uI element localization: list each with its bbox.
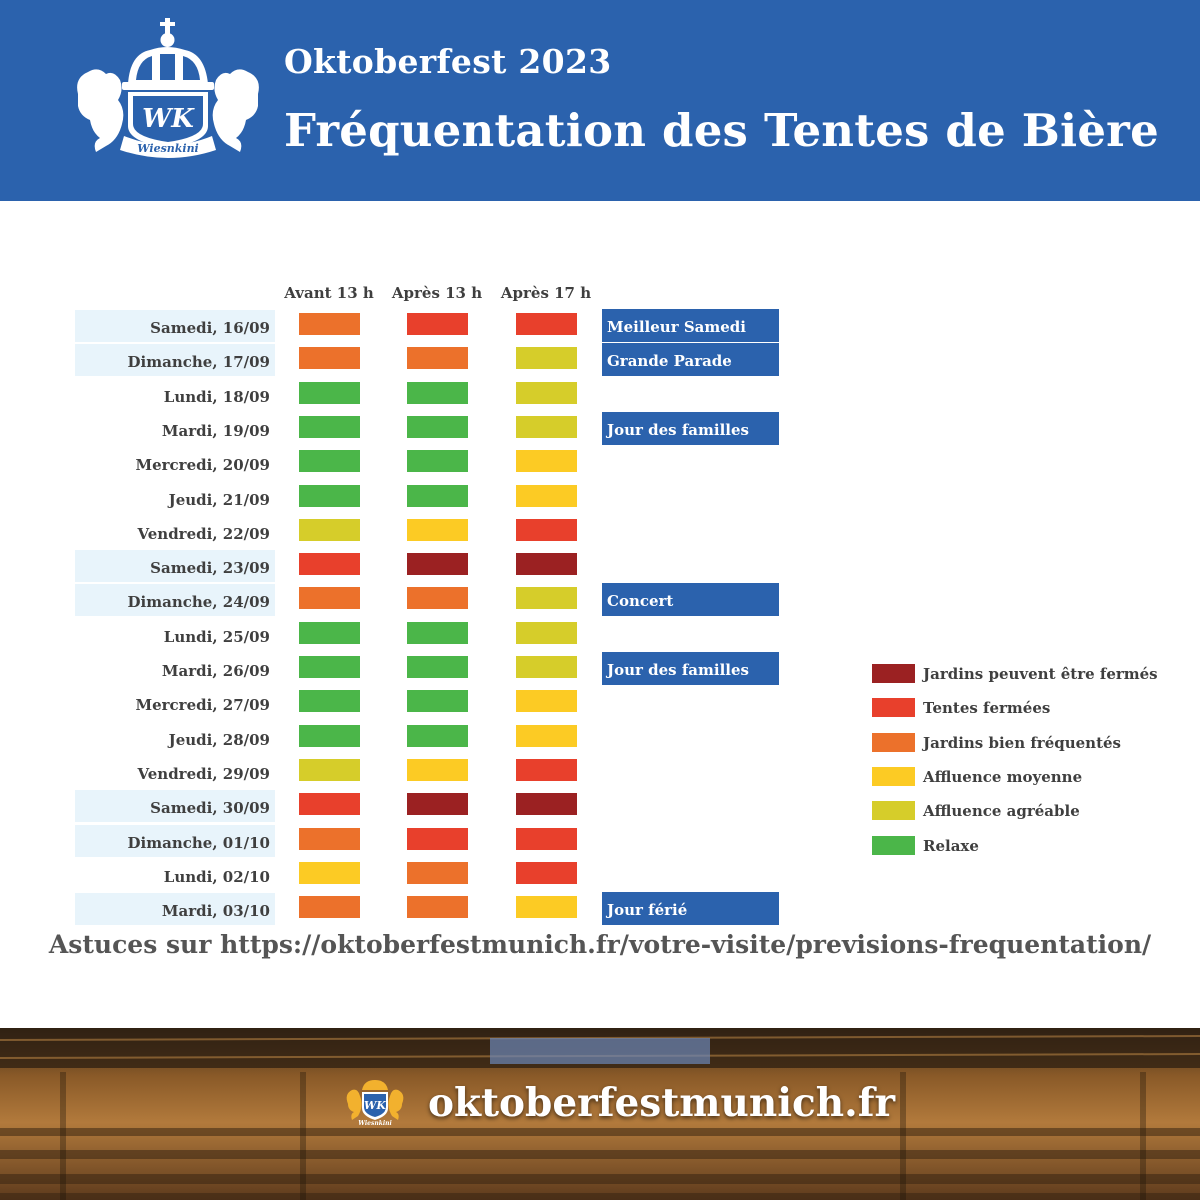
attendance-swatch-yellow xyxy=(299,862,360,884)
table-row xyxy=(0,755,800,789)
date-label: Dimanche, 01/10 xyxy=(75,825,275,857)
attendance-swatch-green xyxy=(299,485,360,507)
attendance-swatch-orange xyxy=(407,587,468,609)
attendance-swatch-red xyxy=(299,793,360,815)
attendance-swatch-green xyxy=(299,622,360,644)
attendance-swatch-olive xyxy=(299,759,360,781)
footer-logo-wordmark: Wiesnkini xyxy=(358,1120,392,1126)
attendance-swatch-green xyxy=(299,690,360,712)
date-label: Jeudi, 21/09 xyxy=(168,490,270,509)
legend-label: Jardins peuvent être fermés xyxy=(923,665,1158,683)
date-label: Dimanche, 24/09 xyxy=(75,584,275,616)
column-header-before-13h: Avant 13 h xyxy=(284,284,374,302)
attendance-swatch-green xyxy=(407,416,468,438)
attendance-swatch-red xyxy=(516,759,577,781)
table-row xyxy=(0,686,800,720)
attendance-swatch-green xyxy=(299,656,360,678)
table-row xyxy=(0,446,800,480)
attendance-swatch-green xyxy=(407,485,468,507)
table-row xyxy=(0,824,800,858)
attendance-swatch-green xyxy=(407,656,468,678)
table-row xyxy=(0,789,800,823)
attendance-swatch-green xyxy=(299,450,360,472)
attendance-swatch-olive xyxy=(516,382,577,404)
table-row xyxy=(0,378,800,412)
event-tag: Concert xyxy=(602,583,779,616)
attendance-swatch-red xyxy=(516,862,577,884)
date-label: Lundi, 25/09 xyxy=(163,627,270,646)
legend-swatch xyxy=(872,664,915,683)
attendance-swatch-orange xyxy=(299,313,360,335)
attendance-swatch-red xyxy=(299,553,360,575)
attendance-swatch-green xyxy=(407,622,468,644)
attendance-swatch-orange xyxy=(407,862,468,884)
legend-swatch xyxy=(872,698,915,717)
date-label: Jeudi, 28/09 xyxy=(168,730,270,749)
table-row xyxy=(0,343,800,377)
attendance-swatch-green xyxy=(299,416,360,438)
attendance-swatch-orange xyxy=(299,587,360,609)
attendance-swatch-olive xyxy=(516,587,577,609)
attendance-swatch-yellow xyxy=(516,896,577,918)
attendance-swatch-orange xyxy=(299,347,360,369)
table-row xyxy=(0,892,800,926)
footer-banner xyxy=(0,1028,1200,1200)
attendance-swatch-olive xyxy=(516,416,577,438)
date-label: Mardi, 26/09 xyxy=(161,662,270,680)
attendance-swatch-green xyxy=(407,450,468,472)
attendance-swatch-yellow xyxy=(407,519,468,541)
attendance-swatch-green xyxy=(299,725,360,747)
legend-swatch xyxy=(872,836,915,855)
event-tag: Jour des familles xyxy=(602,652,779,685)
header-subtitle: Oktoberfest 2023 xyxy=(284,42,612,81)
attendance-swatch-yellow xyxy=(516,485,577,507)
table-row xyxy=(0,309,800,343)
attendance-swatch-red xyxy=(516,313,577,335)
date-label: Vendredi, 29/09 xyxy=(137,764,270,783)
table-row xyxy=(0,652,800,686)
attendance-swatch-red xyxy=(516,519,577,541)
date-label: Mardi, 19/09 xyxy=(161,421,270,440)
logo-wordmark: Wiesnkini xyxy=(137,142,199,155)
attendance-swatch-green xyxy=(299,382,360,404)
date-label: Samedi, 16/09 xyxy=(75,310,275,342)
table-row xyxy=(0,481,800,515)
attendance-swatch-yellow xyxy=(407,759,468,781)
attendance-swatch-yellow xyxy=(516,690,577,712)
attendance-swatch-yellow xyxy=(516,725,577,747)
date-label: Mercredi, 27/09 xyxy=(135,696,270,715)
event-tag: Jour des familles xyxy=(602,412,779,445)
footer-site-link[interactable]: oktoberfestmunich.fr xyxy=(428,1080,896,1126)
date-label: Mercredi, 20/09 xyxy=(135,456,270,475)
date-label: Dimanche, 17/09 xyxy=(75,344,275,376)
date-label: Samedi, 30/09 xyxy=(75,790,275,822)
table-row xyxy=(0,618,800,652)
attendance-swatch-orange xyxy=(299,896,360,918)
attendance-swatch-green xyxy=(407,690,468,712)
legend-swatch xyxy=(872,801,915,820)
event-tag: Meilleur Samedi xyxy=(602,309,779,342)
legend-swatch xyxy=(872,733,915,752)
legend-label: Jardins bien fréquentés xyxy=(923,733,1121,752)
event-tag: Jour férié xyxy=(602,892,779,925)
column-header-after-13h: Après 13 h xyxy=(391,284,483,302)
table-row xyxy=(0,583,800,617)
wiesnkini-crest-logo xyxy=(70,14,266,160)
attendance-swatch-olive xyxy=(299,519,360,541)
table-row xyxy=(0,549,800,583)
attendance-swatch-dark-red xyxy=(407,553,468,575)
attendance-swatch-red xyxy=(516,828,577,850)
table-row xyxy=(0,515,800,549)
legend-label: Affluence agréable xyxy=(923,802,1080,821)
date-label: Lundi, 02/10 xyxy=(163,867,270,886)
table-row xyxy=(0,858,800,892)
attendance-swatch-orange xyxy=(299,828,360,850)
attendance-swatch-olive xyxy=(516,347,577,369)
legend-label: Affluence moyenne xyxy=(923,767,1083,786)
attendance-swatch-dark-red xyxy=(516,553,577,575)
footer-logo-monogram: WK xyxy=(364,1099,386,1112)
table-row xyxy=(0,721,800,755)
attendance-swatch-orange xyxy=(407,896,468,918)
event-tag: Grande Parade xyxy=(602,343,779,376)
attendance-swatch-orange xyxy=(407,347,468,369)
tips-link[interactable]: Astuces sur https://oktoberfestmunich.fr/votre-visite/previsions-frequentation/ xyxy=(48,930,1152,959)
attendance-swatch-olive xyxy=(516,622,577,644)
attendance-swatch-red xyxy=(407,313,468,335)
attendance-swatch-green xyxy=(407,725,468,747)
date-label: Samedi, 23/09 xyxy=(75,550,275,582)
attendance-swatch-yellow xyxy=(516,450,577,472)
attendance-swatch-olive xyxy=(516,656,577,678)
page-title: Fréquentation des Tentes de Bière xyxy=(284,104,1159,157)
legend-swatch xyxy=(872,767,915,786)
attendance-swatch-green xyxy=(407,382,468,404)
table-row xyxy=(0,412,800,446)
footer-crest-logo xyxy=(342,1076,408,1126)
legend-label: Tentes fermées xyxy=(923,699,1051,718)
legend-label: Relaxe xyxy=(923,836,979,855)
date-label: Mardi, 03/10 xyxy=(75,893,275,925)
date-label: Lundi, 18/09 xyxy=(163,387,270,406)
date-label: Vendredi, 22/09 xyxy=(137,524,270,543)
logo-monogram: WK xyxy=(142,104,194,134)
header-banner xyxy=(0,0,1200,201)
attendance-swatch-dark-red xyxy=(407,793,468,815)
attendance-swatch-red xyxy=(407,828,468,850)
column-header-after-17h: Après 17 h xyxy=(500,284,592,302)
attendance-swatch-dark-red xyxy=(516,793,577,815)
